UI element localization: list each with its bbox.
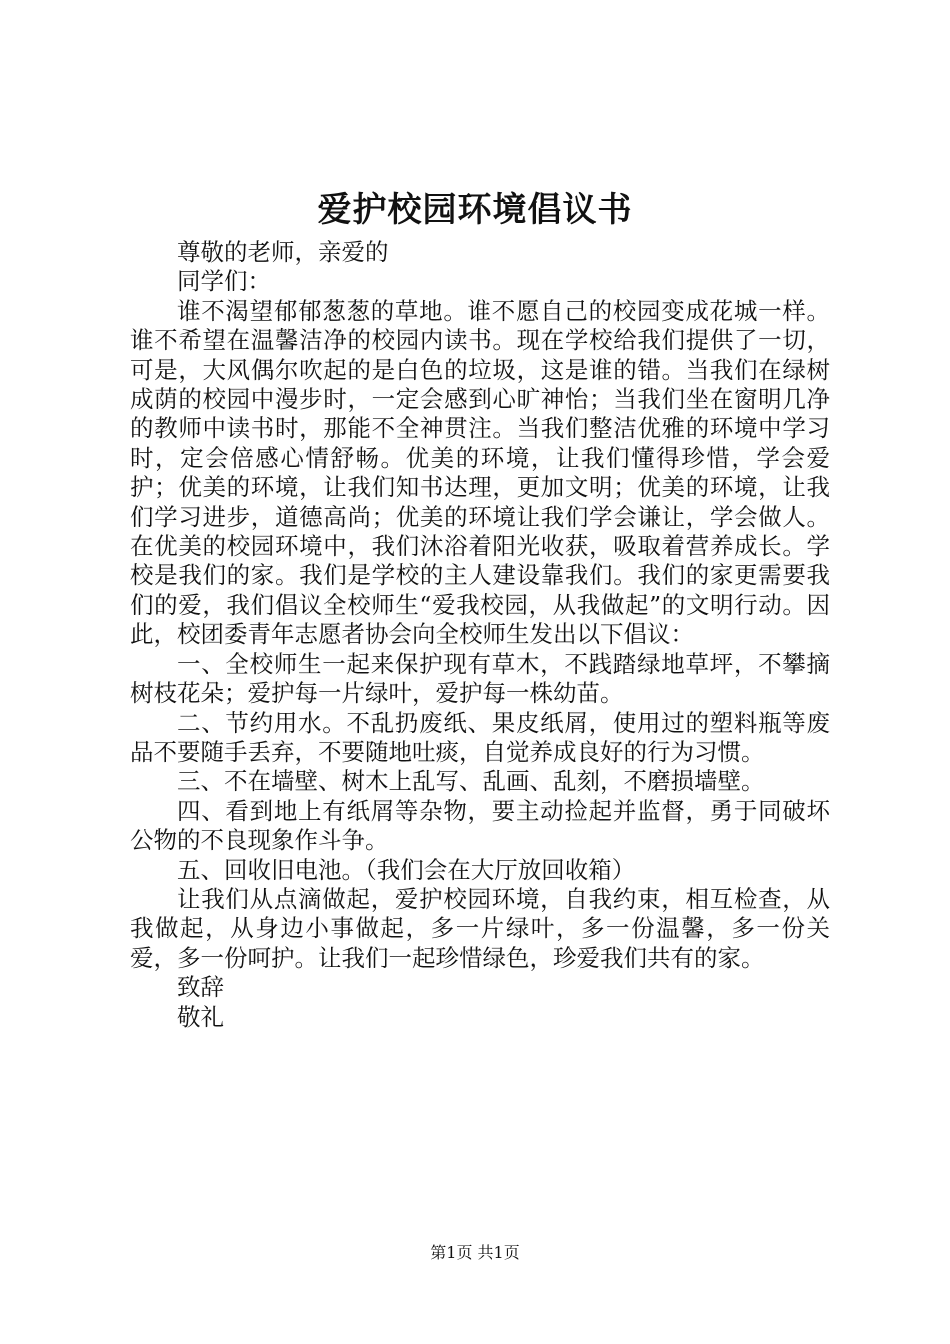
body-paragraph-conclusion: 让我们从点滴做起，爱护校园环境，自我约束，相互检查，从我做起，从身边小事做起，多一片绿叶，多一份温馨，多一份关爱，多一份呵护。让我们一起珍惜绿色，珍爱我们共有的家。 [130,884,830,972]
body-paragraph-item-1: 一、全校师生一起来保护现有草木，不践踏绿地草坪，不攀摘树枝花朵；爱护每一片绿叶，爱护每一株幼苗。 [130,649,830,708]
body-paragraph-item-3: 三、不在墙壁、树木上乱写、乱画、乱刻，不磨损墙壁。 [177,767,765,796]
page-footer: 第1页 共1页 [430,1243,520,1262]
document-title: 爱护校园环境倡议书 [317,190,633,230]
document-body [130,238,830,1032]
salutation-line-2: 同学们： [177,267,271,296]
body-paragraph-item-2: 二、节约用水。不乱扔废纸、果皮纸屑，使用过的塑料瓶等废品不要随手丢弃，不要随地吐痰，自觉养成良好的行为习惯。 [130,708,830,766]
salutation-line-1: 尊敬的老师，亲爱的 [177,238,389,266]
closing-line-1: 致辞 [177,973,224,1002]
closing-line-2: 敬礼 [177,1002,224,1031]
body-paragraph-intro: 谁不渴望郁郁葱葱的草地。谁不愿自己的校园变成花城一样。谁不希望在温馨洁净的校园内读书。现在学校给我们提供了一切，可是，大风偶尔吹起的是白色的垃圾，这是谁的错。当我们在绿树成荫的校园中漫步时，一定会感到心旷神怡；当我们坐在窗明几净的教师中读书时，那能不全神贯注。当我们整洁优雅的环境中学习时，定会倍感心情舒畅。优美的环境，让我们懂得珍惜，学会爱护；优美的环境，让我们知书达理，更加文明；优美的环境，让我们学习进步，道德高尚；优美的环境让我们学会谦让，学会做人。在优美的校园环境中，我们沐浴着阳光收获，吸取着营养成长。学校是我们的家。我们是学校的主人建设靠我们。我们的家更需要我们的爱，我们倡议全校师生“爱我校园，从我做起”的文明行动。因此，校团委青年志愿者协会向全校师生发出以下倡议： [130,296,830,649]
body-paragraph-item-5: 五、回收旧电池。（我们会在大厅放回收箱） [177,855,636,884]
body-paragraph-item-4: 四、看到地上有纸屑等杂物，要主动捡起并监督，勇于同破坏公物的不良现象作斗争。 [130,796,830,855]
